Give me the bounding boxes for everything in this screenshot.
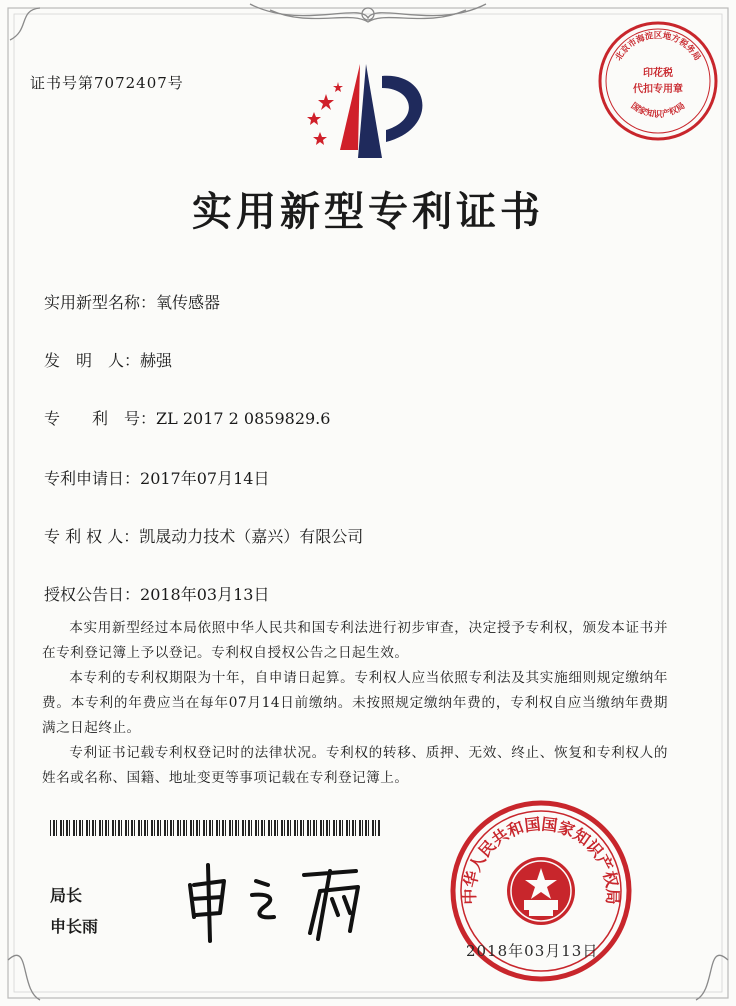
application-date-field bbox=[44, 466, 269, 489]
field-label: 专 利 号： bbox=[44, 409, 157, 428]
director-title: 局长 bbox=[50, 886, 83, 905]
field-value: 凯晟动力技术（嘉兴）有限公司 bbox=[139, 527, 364, 546]
field-value: 氧传感器 bbox=[156, 293, 221, 312]
svg-text:代扣专用章: 代扣专用章 bbox=[633, 84, 683, 95]
tax-stamp-seal bbox=[595, 18, 721, 144]
body-paragraph-1: 本实用新型经过本局依照中华人民共和国专利法进行初步审查，决定授予专利权，颁发本证书并在专利登记簿上予以登记。专利权自授权公告之日起生效。 bbox=[42, 620, 668, 661]
director-name: 申长雨 bbox=[50, 917, 99, 936]
svg-text:北京市海淀区地方税务局: 北京市海淀区地方税务局 bbox=[613, 31, 703, 63]
inventor-field bbox=[44, 348, 172, 371]
field-value: 2018年03月13日 bbox=[140, 585, 270, 604]
utility-model-name-field bbox=[44, 290, 220, 313]
field-value: 赫强 bbox=[140, 351, 173, 370]
field-value: 2017年07月14日 bbox=[140, 469, 270, 488]
svg-text:中华人民共和国国家知识产权局: 中华人民共和国国家知识产权局 bbox=[459, 814, 623, 905]
certificate-number: 证书号第7072407号 bbox=[30, 74, 184, 92]
patentee-field bbox=[44, 524, 363, 547]
patent-number-field bbox=[44, 406, 330, 429]
barcode bbox=[50, 820, 380, 836]
field-label: 授权公告日： bbox=[44, 585, 141, 604]
field-value: ZL 2017 2 0859829.6 bbox=[156, 409, 331, 428]
seal-date: 2018年03月13日 bbox=[466, 942, 599, 960]
body-paragraph-2: 本专利的专利权期限为十年，自申请日起算。专利权人应当依照专利法及其实施细则规定缴纳年费。本专利的年费应当在每年07月14日前缴纳。未按照规定缴纳年费的，专利权自应当缴纳年费期满之日起终止。 bbox=[42, 670, 668, 736]
svg-text:印花税: 印花税 bbox=[643, 68, 673, 79]
body-paragraph-3: 专利证书记载专利权登记时的法律状况。专利权的转移、质押、无效、终止、恢复和专利权人的姓名或名称、国籍、地址变更等事项记载在专利登记簿上。 bbox=[42, 745, 668, 786]
cnipa-logo-icon bbox=[300, 58, 440, 168]
grant-date-field bbox=[44, 582, 269, 605]
handwritten-signature bbox=[180, 855, 380, 945]
certificate-body bbox=[42, 616, 668, 791]
svg-text:国家知识产权局: 国家知识产权局 bbox=[628, 101, 688, 120]
field-label: 发 明 人： bbox=[44, 351, 141, 370]
certificate-title: 实用新型专利证书 bbox=[192, 188, 544, 235]
field-label: 实用新型名称： bbox=[44, 293, 157, 312]
field-label: 专利申请日： bbox=[44, 469, 141, 488]
field-label: 专 利 权 人： bbox=[44, 527, 140, 546]
